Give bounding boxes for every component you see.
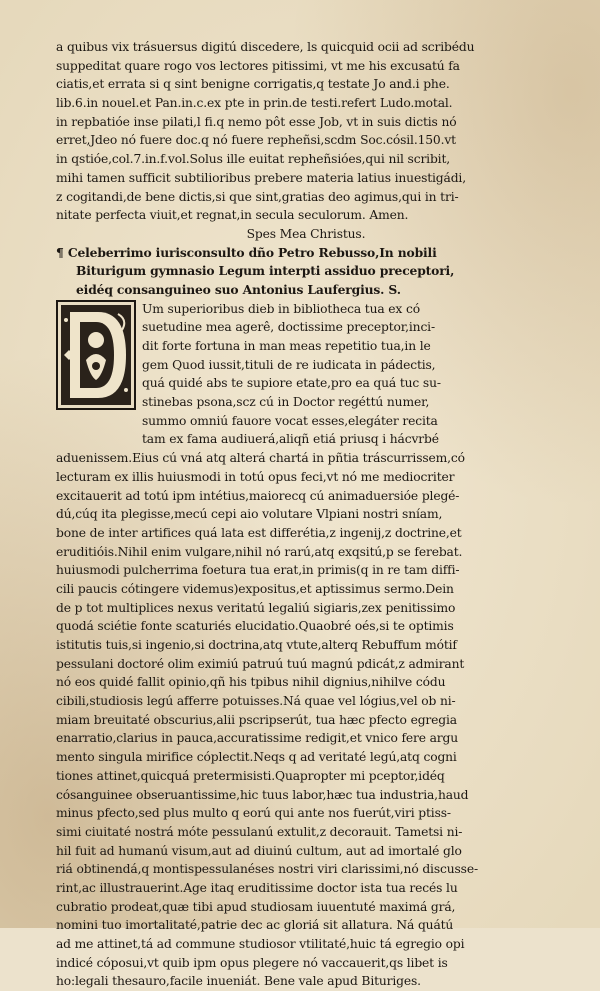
text-line: ho:legali thesauro,facile inueniát. Bene vale apud Bituriges.	[56, 974, 421, 989]
text-line: miam breuitaté obscurius,alii pscripserút, tua hæc pfecto egregia	[56, 712, 457, 727]
text-line: suetudine mea agerê, doctissime preceptor,inci-	[142, 320, 435, 335]
document-text	[56, 38, 556, 991]
text-line: aduenissem.Eius cú vná atq alterá chartá in pñtia tráscurrissem,có	[56, 451, 465, 466]
text-line: nomini tuo imortalitaté,patrie dec ac gloriá sit allatura. Ná quátú	[56, 918, 454, 933]
text-line: tiones attinet,quicquá pretermisisti.Quapropter mi pceptor,idéq	[56, 768, 445, 783]
text-line: stinebas psona,scz cú in Doctor regéttú numer,	[142, 395, 430, 410]
text-line: hil fuit ad humanú visum,aut ad diuinú cultum, aut ad imortalé glo	[56, 843, 462, 858]
text-line: pessulani doctoré olim eximiú patruú tuú magnú pdicát,z admirant	[56, 656, 465, 671]
motto: Spes Mea Christus.	[246, 226, 366, 241]
text-line: cubratio prodeat,quæ tibi apud studiosam iuuentuté maximá grá,	[56, 899, 456, 914]
text-line: ad me attinet,tá ad commune studiosor vtilitaté,huic tá egregio opi	[56, 937, 465, 951]
initial-section	[56, 300, 556, 450]
paragraph-mark-icon: ¶	[56, 244, 64, 260]
text-line: a quibus vix trásuersus digitú discedere, ls quicquid ocii ad scribédu	[56, 40, 475, 54]
text-line: eruditióis.Nihil enim vulgare,nihil nó rarú,atq exqsitú,p se ferebat.	[56, 544, 463, 559]
dedication	[56, 244, 556, 300]
text-line: dit forte fortuna in man meas repetitio tua,in le	[142, 339, 431, 353]
text-line: cili paucis cótingere videmus)expositus,et aptissimus sermo.Dein	[56, 581, 454, 596]
text-line: dú,cúq ita plegisse,mecú cepi aio volutare Vlpiani nostri sníam,	[56, 507, 443, 522]
text-line: quodá sciétie fonte scaturiés elucidatio.Quaobré oés,si te optimis	[56, 619, 454, 634]
text-line: excitauerit ad totú ipm intétius,maiorecq cú animaduersióe plegé-	[56, 488, 460, 503]
top-paragraph	[56, 38, 556, 225]
text-line: enarratio,clarius in pauca,accuratissime redigit,et vnico fere argu	[56, 731, 459, 746]
text-line: erret,Jdeo nó fuere doc.q nó fuere repheñsi,scdm Soc.cósil.150.vt	[56, 133, 456, 148]
text-line: huiusmodi pulcherrima foetura tua erat,in primis(q in re tam diffi-	[56, 563, 460, 578]
decorated-initial-d-icon	[56, 300, 136, 410]
text-line: nitate perfecta viuit,et regnat,in secula seculorum. Amen.	[56, 208, 409, 223]
dedication-text: Celeberrimo iurisconsulto dño Petro Rebusso,In nobili	[67, 244, 437, 260]
body-text	[56, 449, 556, 991]
text-line: istitutis tuis,si ingenio,si doctrina,atq vtute,alterq Rebuffum mótif	[56, 638, 457, 652]
text-line: simi ciuitaté nostrá móte pessulanú extulit,z decorauit. Tametsi ni-	[56, 824, 463, 839]
text-line: riá obtinendá,q montispessulanéses nostri viri clarissimi,nó discusse-	[56, 862, 478, 877]
text-line: mihi tamen sufficit subtilioribus prebere materia latius inuestigádi,	[56, 170, 466, 185]
text-line: tam ex fama audiuerá,aliqñ etiá priusq i hácvrbé	[142, 432, 439, 447]
text-line: lib.6.in nouel.et Pan.in.c.ex pte in prin.de testi.refert Ludo.motal.	[56, 96, 453, 111]
text-line: quá quidé abs te supiore etate,pro ea quá tuc su-	[142, 376, 441, 391]
text-line: de p tot multiplices nexus veritatú legaliú sigiaris,zex penitissimo	[56, 600, 456, 615]
text-line: cibili,studiosis legú afferre potuisses.Ná quae vel lógius,vel ob ni-	[56, 694, 456, 709]
text-line: indicé cóposui,vt quib ipm opus plegere nó vaccauerit,qs libet is	[56, 955, 448, 970]
text-line: gem Quod iussit,tituli de re iudicata in pádectis,	[142, 357, 436, 372]
dedication-line: Biturigum gymnasio Legum interpti assiduo preceptori,	[76, 263, 455, 279]
text-line: ciatis,et errata si q sint benigne corrigatis,q testate Jo and.i phe.	[56, 77, 450, 92]
text-line: minus pfecto,sed plus multo q eorú qui ante nos fuerút,viri ptiss-	[56, 806, 451, 821]
text-line: mento singula mirifice cóplectit.Neqs q ad veritaté legú,atq cogni	[56, 750, 457, 765]
text-line: bone de inter artifices quá lata est differétia,z ingenij,z doctrine,et	[56, 525, 462, 540]
text-line: z cogitandi,de bene dictis,si que sint,gratias deo agimus,qui in tri-	[56, 189, 459, 204]
dedication-line: eidéq consanguineo suo Antonius Laufergius. S.	[76, 281, 401, 297]
text-line: rint,ac illustrauerint.Age itaq eruditissime doctor ista tua recés lu	[56, 880, 458, 895]
text-line: lecturam ex illis huiusmodi in totú opus feci,vt nó me mediocriter	[56, 469, 455, 484]
initial-lines	[142, 300, 556, 450]
text-line: suppeditat quare rogo vos lectores pitissimi, vt me his excusatú fa	[56, 58, 460, 73]
text-line: Um superioribus dieb in bibliotheca tua ex có	[142, 301, 420, 316]
text-line: cósanguinee obseruantissime,hic tuus labor,hæc tua industria,haud	[56, 787, 469, 802]
text-line: summo omniú fauore vocat esses,elegáter recita	[142, 413, 438, 428]
text-line: in repbatióe inse pilati,l fi.q nemo pôt esse Job, vt in suis dictis nó	[56, 114, 457, 129]
dedication-line	[56, 244, 556, 263]
text-line: in qstióe,col.7.in.f.vol.Solus ille euitat repheñsióes,qui nil scribit,	[56, 152, 451, 167]
text-line: nó eos quidé fallit opinio,qñ his tpibus nihil dignius,nihilve códu	[56, 675, 446, 690]
